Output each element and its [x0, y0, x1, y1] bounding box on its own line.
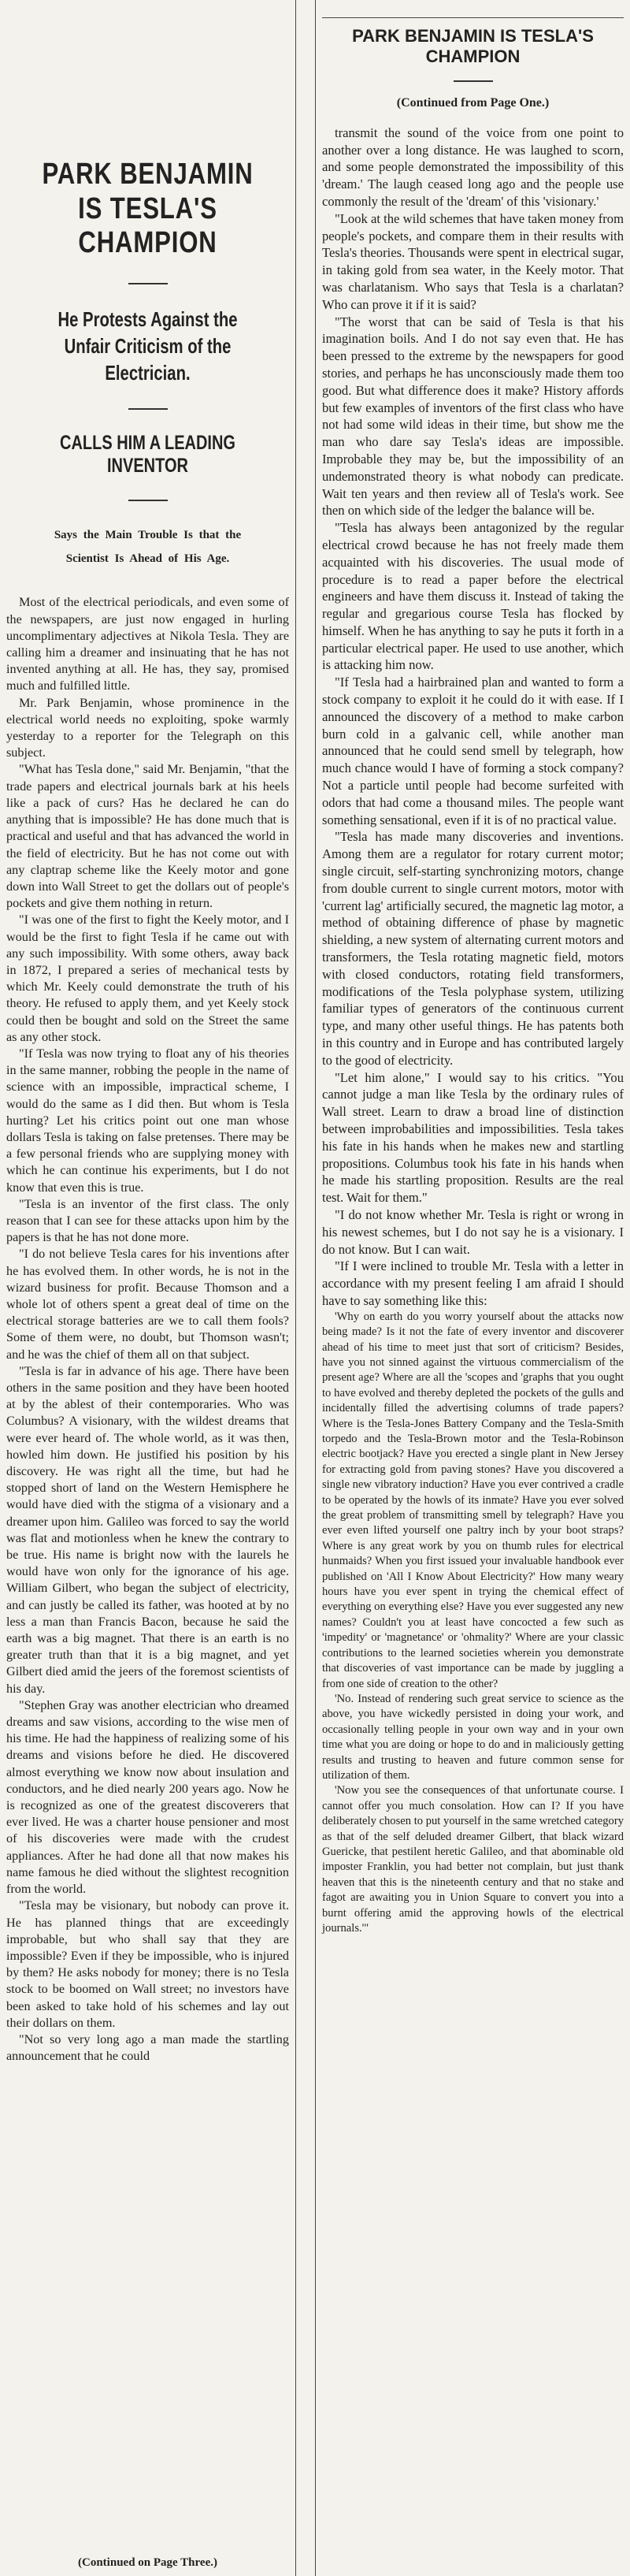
- article-paragraph: "Tesla has made many discoveries and inventions. Among them are a regulator for rotary current motor; single circuit, self-starting synchronizing motors, change from double current to single current motors, motor with 'current lag' artificially secured, the magnetic lag motor, a method of obtaining difference of phase by magnetic shielding, a new system of alternating current motors and transformers, the Tesla rotating magnetic field, motors with closed conductors, rotating field transformers, modifications of the Tesla polyphase system, utilizing familiar types of generators of the continuous current type, and many other useful things. He has patents both in this country and in Europe and has contributed largely to the good of electricity.: [322, 829, 624, 1068]
- article-paragraph: Most of the electrical periodicals, and even some of the newspapers, are just now engaged in hurling uncomplimentary adjectives at Nikola Tesla. They are calling him a dreamer and insinuating that he has not invented anything at all. He has, they say, promised much and fulfilled little.: [6, 595, 289, 693]
- deck-rule-2: [128, 500, 168, 501]
- main-headline: PARK BENJAMIN IS TESLA'S CHAMPION: [42, 158, 254, 260]
- article-paragraph: 'Now you see the consequences of that unfortunate course. I cannot offer you much consolation. How can I? If you have deliberately chosen to put yourself in the same wretched category as that of the self deluded dreamer Gilbert, that black wizard Guericke, that pestilent heretic Galileo, and that abominable old imposter Franklin, you had better not complain, but just thank heaven that this is the nineteenth century and that no stake and fagot are awaiting you in Union Square to convert you into a burnt offering amid the approving howls of the electrical journals.'": [322, 1784, 624, 1935]
- article-paragraph: "Not so very long ago a man made the startling announcement that he could: [6, 2031, 289, 2064]
- headline-rule: [128, 283, 168, 284]
- article-paragraph: "I do not know whether Mr. Tesla is right or wrong in his newest schemes, but I do not say he is a visionary. I do not know. But I can wait.: [322, 1206, 624, 1257]
- article-paragraph: "Look at the wild schemes that have taken money from people's pockets, and compare them in their results with Tesla's theories. Thousands were spent in electrical sugar, in taking gold from sea water, in the Keely motor. That was charlatanism. Who says that Tesla is a charlatan? Who can prove it if it is said?: [322, 210, 624, 312]
- article-paragraph: "Tesla is far in advance of his age. There have been others in the same position and they have been hooted at by the ablest of their contemporaries. Who was Columbus? A visionary, with the wildest dreams that were ever heard of. The whole world, as it was then, howled him down. He justified his position by his discovery. He was right all the time, but had he stopped short of land on the Western Hemisphere he would have died with the stigma of a visionary and a dreamer upon him. Galileo was forced to say the world was flat and motionless when he knew the contrary to be true. His name is bright now with the laurels he would have won only for the ignorance of his age. William Gilbert, who began the subject of electricity, and can justly be called its father, was hooted at by no less a man than Francis Bacon, because he said the earth was a big magnet. That there is an earth is no greater truth than that it is a big magnet, and yet Gilbert died amid the jeers of the foremost scientists of his day.: [6, 1363, 289, 1696]
- column-page-one: [6, 0, 296, 2576]
- continued-from-note: (Continued from Page One.): [396, 95, 550, 110]
- article-paragraph: "The worst that can be said of Tesla is that his imagination boils. And I do not say even that. He has been pressed to the extreme by the newspapers for good stories, and perhaps he has unconsciously made them too good. But what difference does it make? History affords but few examples of inventors of the first class who have not had some wild ideas in their time, but show me the man who dare say Tesla's ideas are impossible. Improbable they may be, but the impossibility of an undemonstrated theory is what nobody can predicate. Wait ten years and then review all of Tesla's work. See then on which side of the ledger the balance will be.: [322, 314, 624, 519]
- article-paragraph: "Tesla may be visionary, but nobody can prove it. He has planned things that are exceedingly improbable, but who shall say that they are impossible? Even if they be impossible, who is injured by them? He asks nobody for money; there is no Tesla stock to be boomed on Wall street; no investors have been asked to take hold of his schemes and lay out their dollars on them.: [6, 1898, 289, 2030]
- deck-protests: He Protests Against the Unfair Criticism of the Electrician.: [57, 307, 238, 385]
- article-paragraph: Mr. Park Benjamin, whose prominence in the electrical world needs no exploiting, spoke warmly yesterday to a reporter for the Telegraph on this subject.: [6, 695, 289, 760]
- article-paragraph: 'Why on earth do you worry yourself about the attacks now being made? Is it not the fate of every inventor and discoverer ahead of his time to meet just that sort of criticism? Besides, have you not sinned against the virtuous commercialism of the present age? Where are all the 'scopes and 'graphs that you ought to have evolved and thereby depleted the pockets of the gulls and incidentally filled the advertising columns of trade papers? Where is the Tesla-Jones Battery Company and the Tesla-Smith torpedo and the Tesla-Brown motor and the Tesla-Robinson electric bootjack? Have you erected a single plant in New Jersey for extracting gold from paving stones? Have you discovered a single new vibratory induction? Have you ever contrived a cradle to be operated by the howls of its inmate? Have you ever solved the great problem of transmitting smell by telegraph? Have you ever even lifted yourself one paltry inch by your boot straps? Where is any great work by you on thumb rules for electrical hunmaids? When you first issued your invaluable handbook ever published on 'All I Know About Electricity?' How many weary hours have you ever spent in trying the chemical effect of everything on everything else? Have you ever suggested any new names? Couldn't you at least have concocted a few such as 'impedity' or 'magnetance' or 'ohmality?' Where are your classic contributions to the learned societies wherein you demonstrate that discoveries of vast importance can be made by juggling a from one side of creation to the other?: [322, 1310, 624, 1690]
- article-paragraph: transmit the sound of the voice from one point to another over a long distance. He was laughed to scorn, and some people demonstrated the impossibility of this 'dream.' The laugh ceased long ago and the people use commonly the result of the 'dream' of this 'visionary.': [322, 125, 624, 209]
- article-paragraph: "I was one of the first to fight the Keely motor, and I would be the first to fight Tesla if he came out with any such impossibility. With some others, away back in 1872, I prepared a series of mechanical tests by which Mr. Keely could demonstrate the truth of his theory. He refused to apply them, and yet Keely stock could then be bought and sold on the Street the same as any other stock.: [6, 913, 289, 1044]
- deck-leading-inventor: CALLS HIM A LEADING INVENTOR: [60, 432, 235, 478]
- article-paragraph: "Stephen Gray was another electrician who dreamed dreams and saw visions, according to the wise men of his time. He had the happiness of realizing some of his dreams and visions before he died. He discovered almost everything we know now about insulation and conductors, and he died nearly 200 years ago. Now he is recognized as one of the greatest discoverers that ever lived. He was a charter house pensioner and most of his discoveries were made with the crudest appliances. After he had done all that now makes his name famous he died without the slightest recognition from the world.: [6, 1697, 289, 1897]
- article-body-right: [322, 125, 624, 1937]
- article-paragraph: "I do not believe Tesla cares for his inventions after he has evolved them. In other words, he is not in the wizard business for profit. Because Thomson and a whole lot of others spent a great deal of time on the electrical storage batteries are we to call them fools? Some of them were, no doubt, but Thomson wasn't; and he was the chief of them all on that subject.: [6, 1247, 289, 1362]
- continued-on-note: (Continued on Page Three.): [78, 2556, 217, 2569]
- article-paragraph: "What has Tesla done," said Mr. Benjamin, "that the trade papers and electrical journals bark at his heels like a pack of curs? Has he declared he can do anything that is impossible? He has done much that is practical and useful and that has advanced the world in the field of electricity. But he has not come out with any claptrap scheme like the Keely motor and gone down into Wall Street to get the dollars out of people's pockets and give them nothing in return.: [6, 762, 289, 911]
- column-page-three: [315, 0, 624, 2576]
- article-paragraph: 'No. Instead of rendering such great service to science as the above, you have wickedly persisted in doing your work, and occasionally telling people in your own way and in your own time what you are doing or hope to do and in maliciously getting results and trusting to heaven and future common sense for utilization of them.: [322, 1692, 624, 1782]
- article-paragraph: "Let him alone," I would say to his critics. "You cannot judge a man like Tesla by the ordinary rules of Wall street. Learn to draw a broad line of distinction between improbabilities and impossibilities. Tesla takes his fate in his hands when he makes new and startling propositions. Columbus took his fate in his hands when he made his startling proposition. Results are the real test. Wait for them.": [322, 1069, 624, 1206]
- article-paragraph: "Tesla has always been antagonized by the regular electrical crowd because he has not freely made them acquainted with his discoveries. The usual mode of procedure is to read a paper before the electrical engineers and have them discuss it. Instead of taking the regular and gregarious course Tesla has flocked by himself. When he has anything to say he puts it forth in a particular electrical paper. He used to use another, which is attacking him now.: [322, 520, 624, 673]
- deck-rule: [128, 408, 168, 410]
- article-paragraph: "If Tesla had a hairbrained plan and wanted to form a stock company to exploit it he could do it with ease. If I announced the discovery of a method to make carbon burn cold in a galvanic cell, while another man announced that he could send smell by telegraph, how much chance would I have of forming a stock company? Not a particle until people had become surfeited with odors that had come a thousand miles. The people want something sensational, even if it is of no practical value.: [322, 675, 624, 827]
- top-rule: [322, 17, 624, 18]
- deck-ahead-of-age: Says the Main Trouble Is that the Scientist Is Ahead of His Age.: [54, 529, 242, 566]
- article-body-left: [6, 594, 289, 2065]
- continuation-headline: PARK BENJAMIN IS TESLA'S CHAMPION: [352, 26, 594, 67]
- continuation-rule: [454, 80, 493, 82]
- article-paragraph: "If I were inclined to trouble Mr. Tesla with a letter in accordance with my present feeling I am afraid I should have to say something like this:: [322, 1258, 624, 1308]
- article-paragraph: "Tesla is an inventor of the first class. The only reason that I can see for these attacks upon him by the papers is that he has not done more.: [6, 1196, 289, 1245]
- article-paragraph: "If Tesla was now trying to float any of his theories in the same manner, robbing the people in the name of science with an impossible, impractical scheme, I would do the same as I did then. But whom is Tesla hurting? Let his critics point out one man whose dollars Tesla is taking on false pretenses. There may be a few personal friends who are supplying money with which he can continue his experiments, but I do not know that even this is true.: [6, 1046, 289, 1195]
